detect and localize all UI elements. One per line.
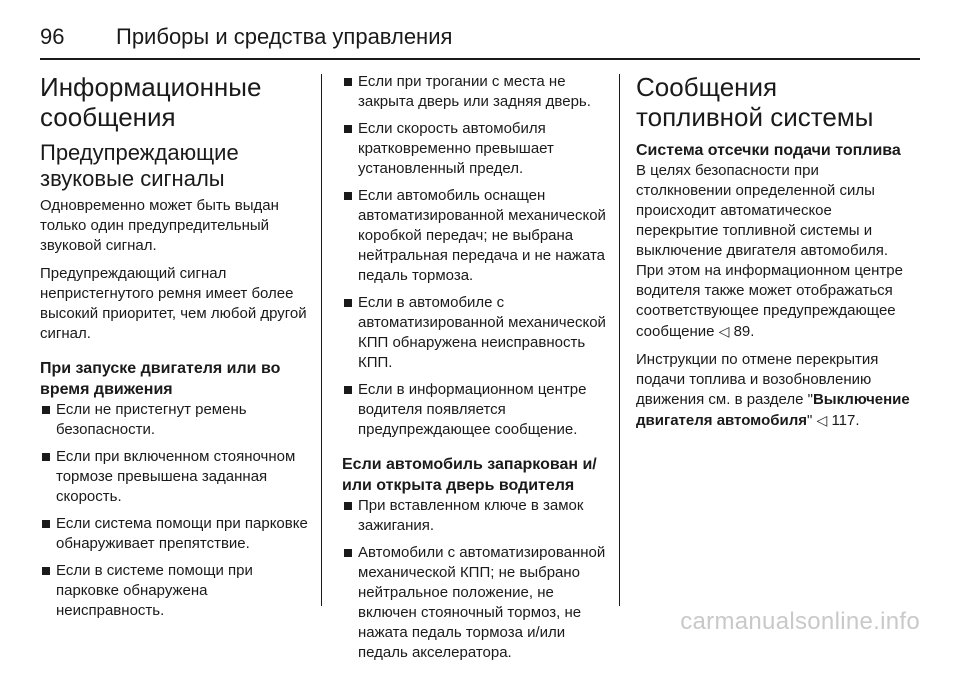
list-item: Если автомобиль оснащен автоматизированной механической коробкой передач; не выбрана нейтральная передача и не нажата педаль тормоза. xyxy=(342,186,606,286)
list-item: Если не пристегнут ремень безопасности. xyxy=(40,400,308,440)
column-divider-2 xyxy=(619,74,620,606)
bullet-square-icon xyxy=(344,125,352,133)
bullet-square-icon xyxy=(42,567,50,575)
column-1 xyxy=(40,72,308,631)
page-heading: Приборы и средства управления xyxy=(116,24,453,49)
link-engine-shutdown[interactable]: Выключение двигателя автомобиля xyxy=(636,391,910,429)
list-item: Если в информационном центре водителя появляется предупреждающее сообщение. xyxy=(342,380,606,440)
page-ref-arrow-icon: ◁ xyxy=(718,323,730,339)
list-item: Если при включенном стояночном тормозе превышена заданная скорость. xyxy=(40,447,308,507)
bullet-list-driving xyxy=(342,72,606,440)
page-number: 96 xyxy=(40,24,65,49)
list-item: Автомобили с автоматизированной механической КПП; не выбрано нейтральное положение, не включен стояночный тормоз, не нажата педаль тормоза и/или педаль акселератора. xyxy=(342,543,606,663)
bullet-square-icon xyxy=(344,78,352,86)
list-item: Если скорость автомобиля кратковременно превышает установленный предел. xyxy=(342,119,606,179)
column-2 xyxy=(342,72,606,673)
bullet-square-icon xyxy=(42,520,50,528)
list-item: Если система помощи при парковке обнаруживает препятствие. xyxy=(40,514,308,554)
bullet-square-icon xyxy=(344,299,352,307)
section-title-fuel-messages: Сообщения топливной системы xyxy=(636,72,874,132)
page-ref-arrow-icon: ◁ xyxy=(816,412,828,428)
subsection-title-warning-chimes: Предупреждающие звуковые сигналы xyxy=(40,140,239,191)
paragraph-one-chime: Одновременно может быть выдан только один предупредительный звуковой сигнал. xyxy=(40,197,279,254)
bullet-list-parked xyxy=(342,496,606,663)
page-header xyxy=(40,12,920,60)
bullet-square-icon xyxy=(344,549,352,557)
paragraph-restart-instructions: Инструкции по отмене перекрытия подачи топлива и возобновлению движения см. в разделе "Выключение двигателя автомобиля" ◁ 117. xyxy=(636,351,910,429)
paragraph-fuel-cutoff: В целях безопасности при столкновении определенной силы происходит автоматическое перекрытие топливной системы и выключение двигателя автомобиля. При этом на информационном центре водителя также может отображаться соответствующее предупреждающее сообщение ◁ 89. xyxy=(636,162,903,340)
page-ref-117[interactable]: 117. xyxy=(831,412,860,429)
bullet-list-engine-start xyxy=(40,400,308,621)
bullet-square-icon xyxy=(42,406,50,414)
bullet-square-icon xyxy=(344,386,352,394)
list-item: Если при трогании с места не закрыта дверь или задняя дверь. xyxy=(342,72,606,112)
paragraph-seatbelt-priority: Предупреждающий сигнал непристегнутого ремня имеет более высокий приоритет, чем любой другой сигнал. xyxy=(40,265,307,342)
watermark: carmanualsonline.info xyxy=(680,608,920,635)
list-item: Если в системе помощи при парковке обнаружена неисправность. xyxy=(40,561,308,621)
bullet-square-icon xyxy=(344,192,352,200)
page-ref-89[interactable]: 89. xyxy=(733,323,755,340)
heading-engine-start: При запуске двигателя или во время движения xyxy=(40,360,281,398)
heading-parked-door-open: Если автомобиль запаркован и/или открыта дверь водителя xyxy=(342,456,597,494)
column-divider-1 xyxy=(321,74,322,606)
column-3 xyxy=(636,72,910,439)
list-item: При вставленном ключе в замок зажигания. xyxy=(342,496,606,536)
bullet-square-icon xyxy=(42,453,50,461)
section-title-info-messages: Информационные сообщения xyxy=(40,72,262,132)
list-item: Если в автомобиле с автоматизированной механической КПП обнаружена неисправность КПП. xyxy=(342,293,606,373)
bullet-square-icon xyxy=(344,502,352,510)
heading-fuel-cutoff: Система отсечки подачи топлива xyxy=(636,142,901,159)
